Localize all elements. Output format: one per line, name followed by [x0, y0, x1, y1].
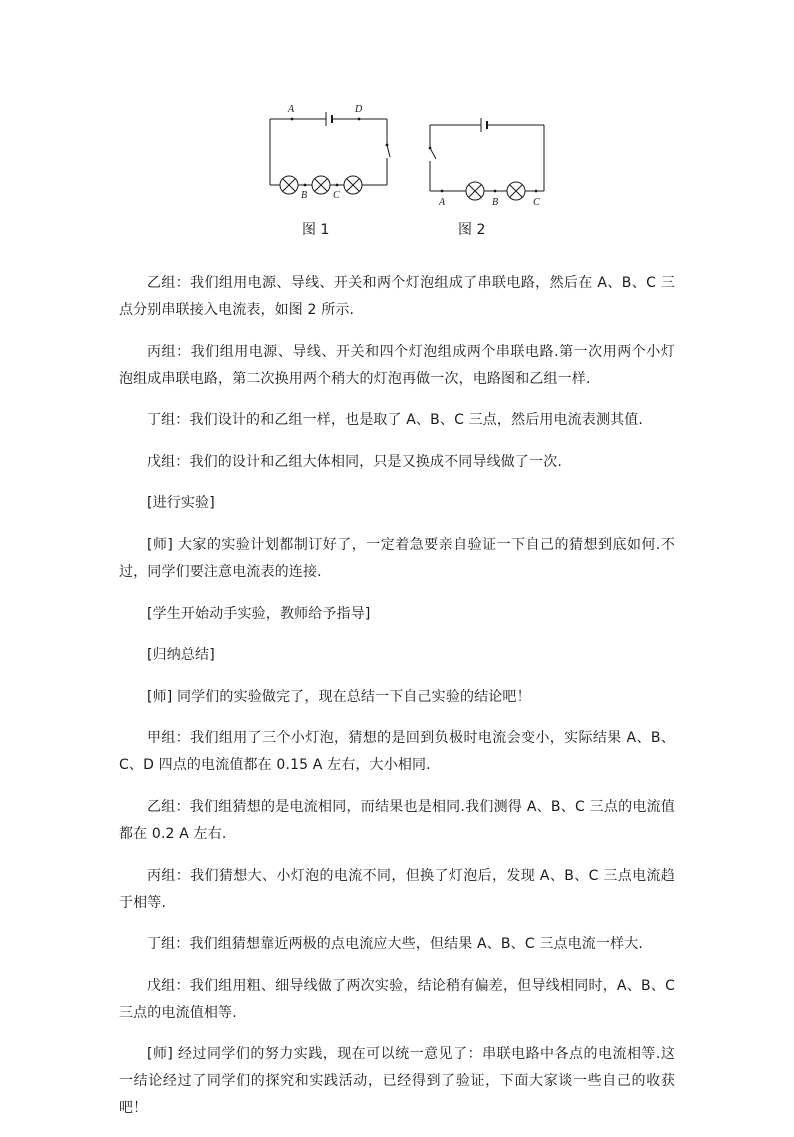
- lamp-3: [344, 176, 362, 194]
- figure-1-circuit: [270, 112, 390, 194]
- switch-pivot-dot: [429, 147, 432, 150]
- paragraph: 丙组：我们组用电源、导线、开关和四个灯泡组成两个串联电路.第一次用两个小灯泡组成串联电路，第二次换用两个稍大的灯泡再做一次，电路图和乙组一样.: [119, 343, 675, 387]
- fig1-label-a: A: [288, 104, 295, 115]
- figure-1-caption: 图 1: [302, 222, 330, 238]
- switch-blade: [430, 148, 436, 159]
- switch-pivot-dot: [386, 144, 389, 147]
- circuit-diagrams: [255, 95, 555, 245]
- fig2-label-c: C: [533, 197, 540, 208]
- paragraph: 丁组：我们组猜想靠近两极的点电流应大些，但结果 A、B、C 三点电流一样大.: [147, 936, 644, 953]
- paragraph: 乙组：我们组猜想的是电流相同，而结果也是相同.我们测得 A、B、C 三点的电流值都在 0.2 A 左右.: [119, 798, 675, 842]
- point-a-dot: [291, 118, 294, 121]
- paragraph: 丁组：我们设计的和乙组一样，也是取了 A、B、C 三点，然后用电流表测其值.: [147, 412, 644, 429]
- fig1-label-d: D: [355, 104, 363, 115]
- paragraph: [师] 同学们的实验做完了，现在总结一下自己实验的结论吧！: [147, 688, 531, 705]
- lesson-text: [119, 270, 675, 1137]
- paragraph: 甲组：我们组用了三个小灯泡，猜想的是回到负极时电流会变小，实际结果 A、B、C、D 四点的电流值都在 0.15 A 左右，大小相同.: [119, 730, 675, 774]
- figure-2-caption: 图 2: [458, 222, 486, 238]
- section-heading: [进行实验]: [147, 495, 215, 512]
- section-heading: [归纳总结]: [147, 647, 215, 664]
- fig2-label-a: A: [439, 197, 446, 208]
- figure-2-circuit: [430, 118, 544, 200]
- circuit-figures: [255, 95, 555, 245]
- point-c-dot: [336, 184, 339, 187]
- fig2-label-b: B: [492, 197, 499, 208]
- point-b-dot: [304, 184, 307, 187]
- fig1-label-c: C: [333, 190, 340, 201]
- point-b-dot: [494, 190, 497, 193]
- point-c-dot: [535, 190, 538, 193]
- paragraph: 乙组：我们组用电源、导线、开关和两个灯泡组成了串联电路，然后在 A、B、C 三点分别串联接入电流表，如图 2 所示.: [119, 275, 675, 318]
- switch-blade: [387, 145, 390, 157]
- lamp-1: [466, 182, 484, 200]
- lamp-2: [312, 176, 330, 194]
- paragraph: [师] 经过同学们的努力实践，现在可以统一意见了：串联电路中各点的电流相等.这一结论经过了同学们的探究和实践活动，已经得到了验证，下面大家谈一些自己的收获吧！: [119, 1046, 675, 1117]
- paragraph: 戊组：我们的设计和乙组大体相同，只是又换成不同导线做了一次.: [147, 453, 562, 470]
- paragraph: [师] 大家的实验计划都制订好了，一定着急要亲自验证一下自己的猜想到底如何.不过，同学们要注意电流表的连接.: [119, 536, 675, 580]
- paragraph: 戊组：我们组用粗、细导线做了两次实验，结论稍有偏差，但导线相同时，A、B、C 三点的电流值相等.: [119, 977, 675, 1021]
- lamp-1: [280, 176, 298, 194]
- fig1-label-b: B: [301, 190, 308, 201]
- paragraph: [学生开始动手实验，教师给予指导]: [147, 605, 371, 622]
- paragraph: 丙组：我们猜想大、小灯泡的电流不同，但换了灯泡后，发现 A、B、C 三点电流趋于相等.: [119, 867, 675, 911]
- point-d-dot: [358, 118, 361, 121]
- point-a-dot: [441, 190, 444, 193]
- lamp-2: [507, 182, 525, 200]
